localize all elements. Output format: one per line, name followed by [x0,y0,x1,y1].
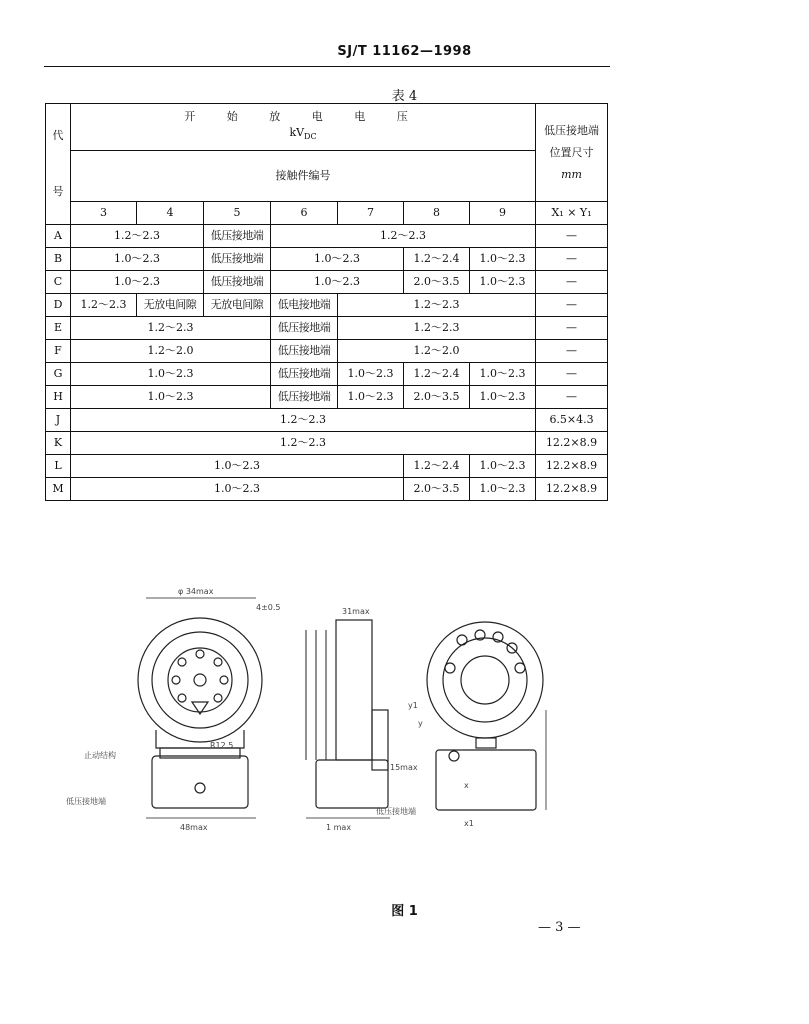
position-cell: — [536,225,608,248]
contact-number-cell: 7 [338,202,404,225]
pin-hole [515,663,525,673]
row-code: H [46,386,71,409]
label-x1: x1 [464,819,474,828]
table-row [46,455,608,478]
position-cell: — [536,363,608,386]
value-cell: 低电接地端 [271,294,338,317]
voltage-unit: kV [289,125,305,139]
value-cell: 1.2～2.4 [404,363,470,386]
contact-header: 接触件编号 [71,151,536,202]
value-cell: 1.0～2.3 [470,455,536,478]
code-header [46,104,71,225]
position-cell: 6.5×4.3 [536,409,608,432]
label-x: x [464,781,469,790]
value-cell: 1.0～2.3 [271,271,404,294]
voltage-unit-wrap [71,125,535,145]
value-cell: 1.0～2.3 [71,455,404,478]
label-stop: 止动结构 [84,751,116,760]
value-cell: 2.0～3.5 [404,478,470,501]
side-body [336,620,372,760]
right-outer-ring [427,622,543,738]
label-ground-left: 低压接地端 [66,797,106,806]
code-header-text: 代 号 [52,129,64,198]
position-cell: — [536,248,608,271]
spec-table [45,103,608,501]
position-cell: — [536,317,608,340]
value-cell: 1.0～2.3 [71,271,204,294]
value-cell: 2.0～3.5 [404,386,470,409]
position-cell: — [536,340,608,363]
value-cell: 1.0～2.3 [338,363,404,386]
value-cell: 1.0～2.3 [470,248,536,271]
table-row [46,248,608,271]
row-code: F [46,340,71,363]
value-cell: 1.2～2.0 [71,340,271,363]
position-header [536,104,608,202]
value-cell: 1.2～2.0 [338,340,536,363]
position-cell: — [536,271,608,294]
value-cell: 1.2～2.3 [71,294,137,317]
side-flange [372,710,388,770]
table-caption: 表 4 [391,89,418,104]
value-cell: 1.0～2.3 [271,248,404,271]
row-code: J [46,409,71,432]
figure-caption: 图 1 [391,904,418,919]
right-center [461,656,509,704]
value-cell: 1.0～2.3 [470,363,536,386]
row-code: A [46,225,71,248]
value-cell: 1.0～2.3 [338,386,404,409]
value-cell: 1.2～2.3 [338,317,536,340]
pin-hole [178,694,186,702]
row-code: B [46,248,71,271]
table-row [46,386,608,409]
value-cell: 1.0～2.3 [71,248,204,271]
table-row [46,225,608,248]
value-cell: 低压接地端 [271,317,338,340]
right-base [436,750,536,810]
dim-side-top: 31max [342,607,370,616]
table-row [46,317,608,340]
label-15max: 15max [390,763,418,772]
position-cell: — [536,294,608,317]
table-row [46,363,608,386]
value-cell: 1.2～2.3 [71,432,536,455]
position-title-3: mm [561,167,582,181]
dim-side: 4±0.5 [256,603,281,612]
row-code: C [46,271,71,294]
dim-bottom-left: 48max [180,823,208,832]
left-ground-terminal [195,783,205,793]
right-slot [476,738,496,748]
document-header: SJ/T 11162—1998 [337,44,472,59]
row-code: E [46,317,71,340]
right-inner-ring [443,638,527,722]
pin-hole [220,676,228,684]
voltage-title: 开 始 放 电 电 压 [184,109,422,123]
left-outer-ring [138,618,262,742]
voltage-header [71,104,536,151]
value-cell: 2.0～3.5 [404,271,470,294]
contact-number-cell: 8 [404,202,470,225]
value-cell: 1.2～2.3 [71,409,536,432]
value-cell: 无放电间隙 [137,294,204,317]
contact-number-cell: 4 [137,202,204,225]
row-code: G [46,363,71,386]
dim-bottom-mid: 1 max [326,823,352,832]
voltage-unit-sub: DC [304,132,317,142]
label-y: y [418,719,423,728]
dim-top: φ 34max [178,587,214,596]
position-cell: — [536,386,608,409]
table-row [46,478,608,501]
value-cell: 1.0～2.3 [71,386,271,409]
contact-number-cell: 6 [271,202,338,225]
label-y1: y1 [408,701,418,710]
table-body [46,225,608,501]
table-row [46,271,608,294]
row-code: M [46,478,71,501]
row-code: L [46,455,71,478]
label-ground-right: 低压接地端 [376,807,416,816]
side-base [316,760,388,808]
row-code: K [46,432,71,455]
value-cell: 1.2～2.3 [71,317,271,340]
component-drawing [60,580,610,840]
value-cell: 1.0～2.3 [71,363,271,386]
value-cell: 低压接地端 [271,386,338,409]
value-cell: 1.0～2.3 [71,478,404,501]
right-ground-terminal [449,751,459,761]
table-row [46,294,608,317]
value-cell: 1.2～2.4 [404,455,470,478]
pin-hole [172,676,180,684]
pin-hole [196,650,204,658]
contact-number-row [46,202,608,225]
table-row [46,432,608,455]
pin-hole [457,635,467,645]
row-code: D [46,294,71,317]
table-row [46,340,608,363]
value-cell: 低压接地端 [204,271,271,294]
value-cell: 低压接地端 [204,225,271,248]
position-col-head: X₁ × Y₁ [536,202,608,225]
header-rule [44,66,610,67]
page-number: — 3 — [538,920,581,935]
contact-number-cell: 9 [470,202,536,225]
left-center-hole [194,674,206,686]
value-cell: 低压接地端 [271,363,338,386]
value-cell: 1.2～2.3 [71,225,204,248]
left-base [152,756,248,808]
value-cell: 1.2～2.4 [404,248,470,271]
dim-r: R12.5 [210,741,234,750]
value-cell: 1.0～2.3 [470,386,536,409]
value-cell: 1.0～2.3 [470,478,536,501]
position-cell: 12.2×8.9 [536,478,608,501]
value-cell: 无放电间隙 [204,294,271,317]
value-cell: 1.2～2.3 [338,294,536,317]
contact-number-cell: 5 [204,202,271,225]
table-row [46,409,608,432]
value-cell: 低压接地端 [204,248,271,271]
position-cell: 12.2×8.9 [536,455,608,478]
value-cell: 1.2～2.3 [271,225,536,248]
pin-hole [214,694,222,702]
position-title-2: 位置尺寸 [549,145,594,159]
pin-hole [445,663,455,673]
value-cell: 1.0～2.3 [470,271,536,294]
position-cell: 12.2×8.9 [536,432,608,455]
value-cell: 低压接地端 [271,340,338,363]
figure-1 [60,580,610,844]
pin-hole [214,658,222,666]
contact-number-cell: 3 [71,202,137,225]
position-title-1: 低压接地端 [544,123,600,137]
pin-hole [178,658,186,666]
